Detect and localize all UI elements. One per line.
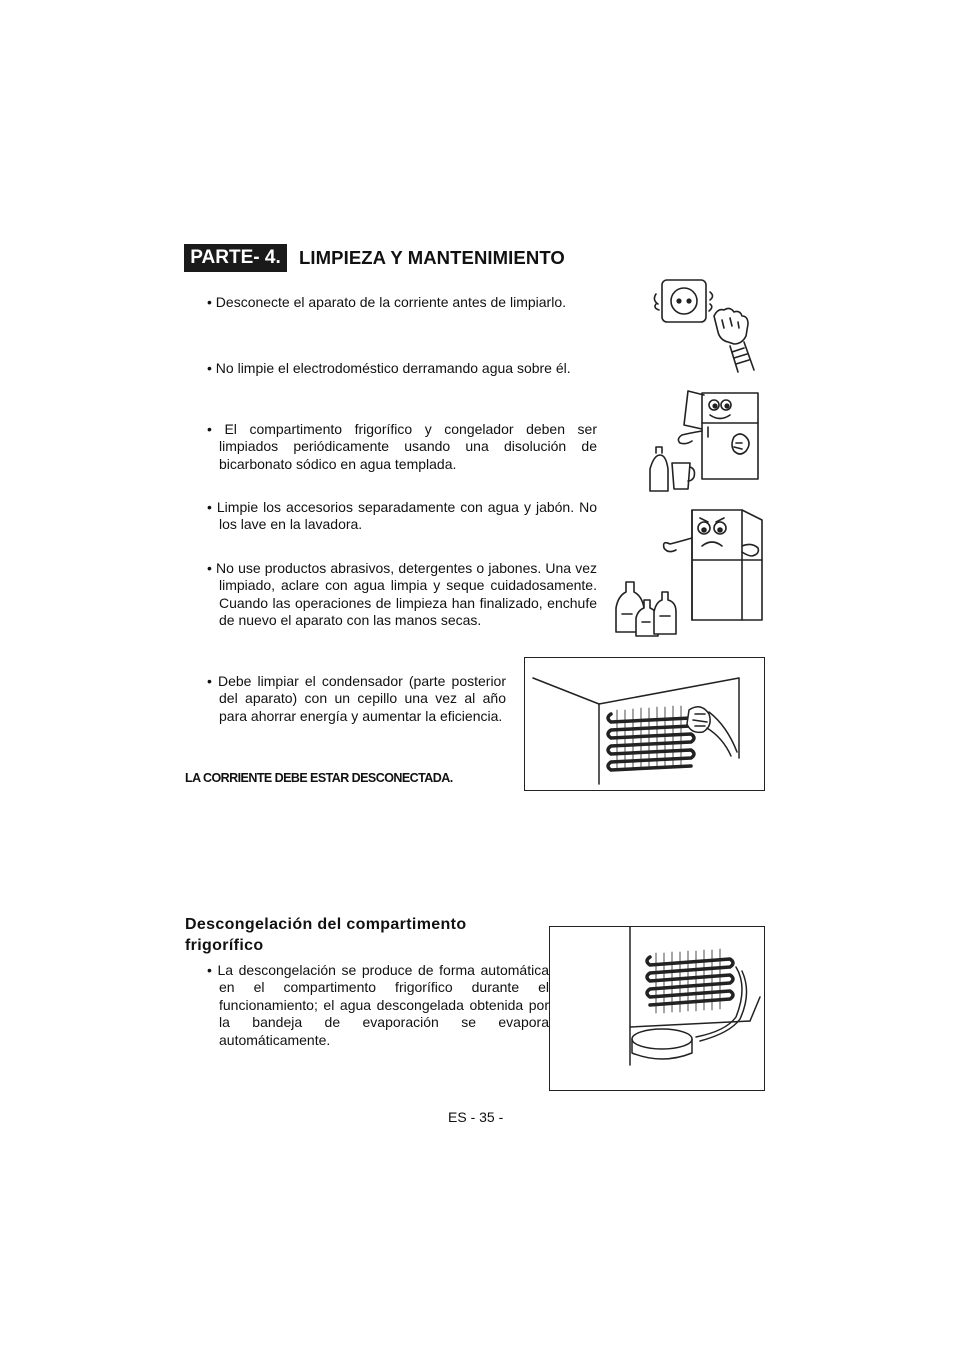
part-badge: PARTE- 4. (184, 244, 287, 272)
fridge-worried-icon (612, 502, 764, 642)
instruction-no-abrasives: • No use productos abrasivos, detergentes o jabones. Una vez limpiado, aclare con agua limpia y seque cuidadosamente. Cuando las operaciones de limpieza han finalizado, enchufe de nuevo el aparato con las manos secas. (207, 560, 597, 629)
fridge-cleaning-icon (646, 387, 762, 497)
defrost-text: • La descongelación se produce de forma automática en el compartimento frigorífico durante el funcionamiento; el agua descongelada obtenida por la bandeja de evaporación se evapora automáticamente. (207, 962, 549, 1048)
instruction-unplug: • Desconecte el aparato de la corriente antes de limpiarlo. (207, 294, 566, 310)
warning-text: LA CORRIENTE DEBE ESTAR DESCONECTADA. (185, 771, 453, 785)
instruction-bicarbonate: • El compartimento frigorífico y congelador deben ser limpiados periódicamente usando una disolución de bicarbonato sódico en agua templada. (207, 421, 597, 472)
socket-unplug-icon (652, 272, 762, 380)
page-title: LIMPIEZA Y MANTENIMIENTO (299, 247, 565, 268)
defrost-heading: Descongelación del compartimento frigorífico (185, 916, 467, 954)
instruction-condenser: • Debe limpiar el condensador (parte posterior del aparato) con un cepillo una vez al año para ahorrar energía y aumentar la eficiencia. (207, 673, 506, 724)
instruction-no-water: • No limpie el electrodoméstico derramando agua sobre él. (207, 360, 571, 376)
condenser-brush-illustration (524, 657, 765, 791)
evaporator-tray-illustration (549, 926, 765, 1091)
page-number: ES - 35 - (448, 1109, 504, 1125)
instruction-accessories: • Limpie los accesorios separadamente con agua y jabón. No los lave en la lavadora. (207, 499, 597, 533)
